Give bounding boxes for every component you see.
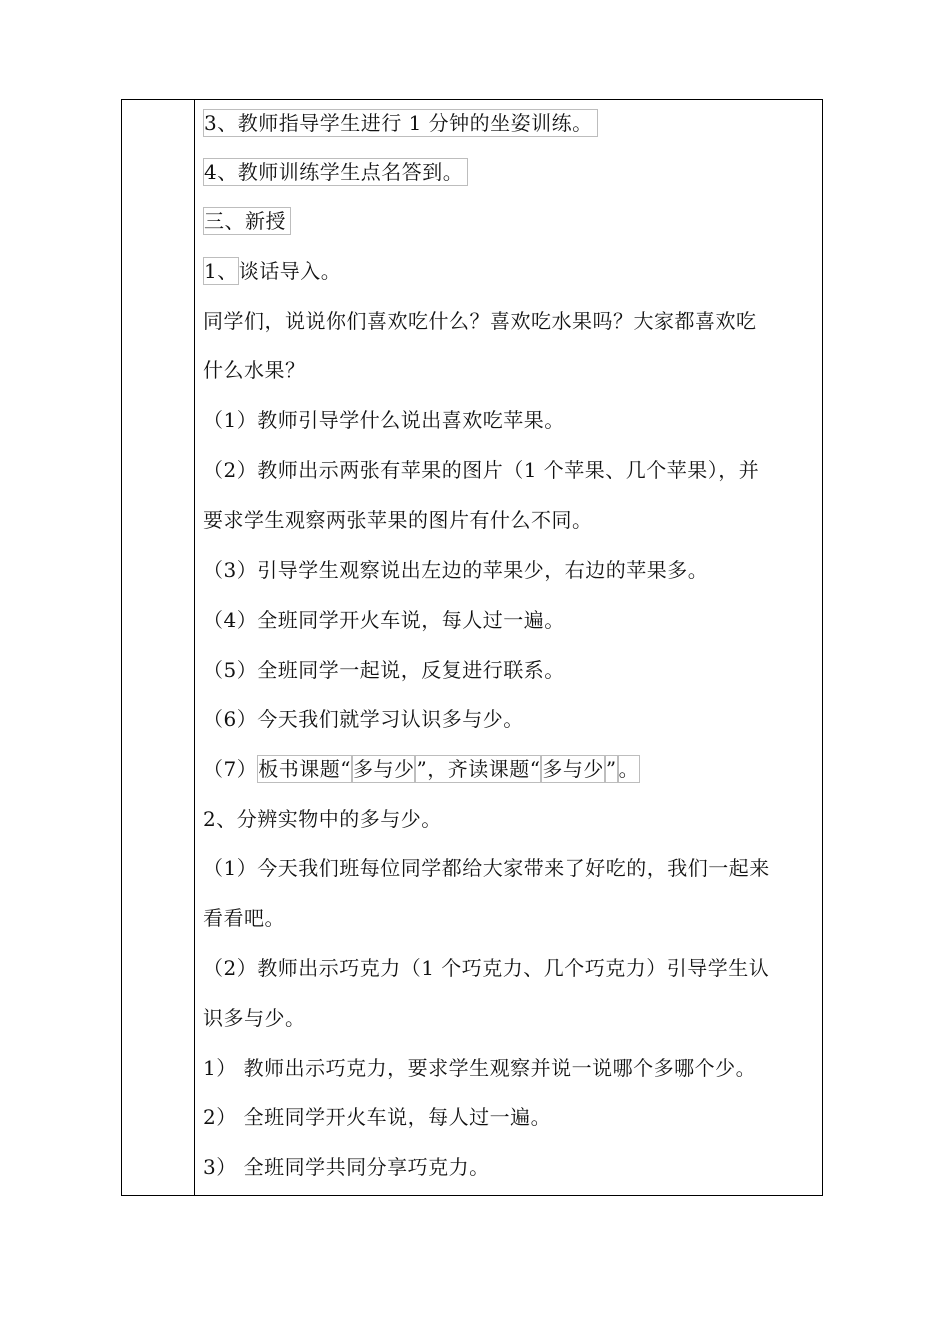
text-segment: 谈话导入。 [238, 259, 342, 283]
text-segment: 1、 [204, 259, 238, 283]
text-segment: 多与少 [352, 757, 415, 781]
paragraph-line: 同学们，说说你们喜欢吃什么？喜欢吃水果吗？大家都喜欢吃 [203, 309, 757, 333]
paragraph-line [203, 257, 341, 285]
paragraph-line [203, 755, 640, 783]
paragraph-line: （4）全班同学开火车说，每人过一遍。 [203, 608, 565, 632]
text-line: 4、教师训练学生点名答到。 [203, 158, 468, 186]
paragraph-line: （1）教师引导学什么说出喜欢吃苹果。 [203, 408, 565, 432]
paragraph-line: （1）今天我们班每位同学都给大家带来了好吃的，我们一起来 [203, 856, 770, 880]
paragraph-line [203, 158, 468, 186]
paragraph-line: （2）教师出示两张有苹果的图片（1 个苹果、几个苹果），并 [203, 458, 760, 482]
text-segment: 多与少 [542, 757, 604, 781]
paragraph-line: 什么水果？ [203, 358, 306, 382]
text-line: 三、新授 [203, 207, 291, 235]
column-divider [194, 99, 195, 1196]
section-heading [203, 207, 291, 235]
paragraph-line: （2）教师出示巧克力（1 个巧克力、几个巧克力）引导学生认 [203, 956, 770, 980]
text-segment: 。 [618, 757, 640, 781]
paragraph-line: 2、分辨实物中的多与少。 [203, 807, 442, 831]
text-segment: ” [605, 757, 617, 781]
paragraph-line: 要求学生观察两张苹果的图片有什么不同。 [203, 508, 593, 532]
paragraph-line: 3） 全班同学共同分享巧克力。 [203, 1155, 490, 1179]
paragraph-line: 1） 教师出示巧克力，要求学生观察并说一说哪个多哪个少。 [203, 1056, 757, 1080]
paragraph-line: 2） 全班同学开火车说，每人过一遍。 [203, 1105, 552, 1129]
text-segment: （7） [203, 757, 258, 781]
paragraph-line: 识多与少。 [203, 1006, 306, 1030]
text-segment: ”，齐读课题“ [416, 757, 541, 781]
text-segment: 板书课题“ [258, 757, 351, 781]
text-line: 3、教师指导学生进行 1 分钟的坐姿训练。 [203, 109, 598, 137]
paragraph-line: 看看吧。 [203, 906, 285, 930]
paragraph-line [203, 109, 598, 137]
paragraph-line: （3）引导学生观察说出左边的苹果少，右边的苹果多。 [203, 558, 709, 582]
paragraph-line: （6）今天我们就学习认识多与少。 [203, 707, 524, 731]
paragraph-line: （5）全班同学一起说，反复进行联系。 [203, 658, 565, 682]
